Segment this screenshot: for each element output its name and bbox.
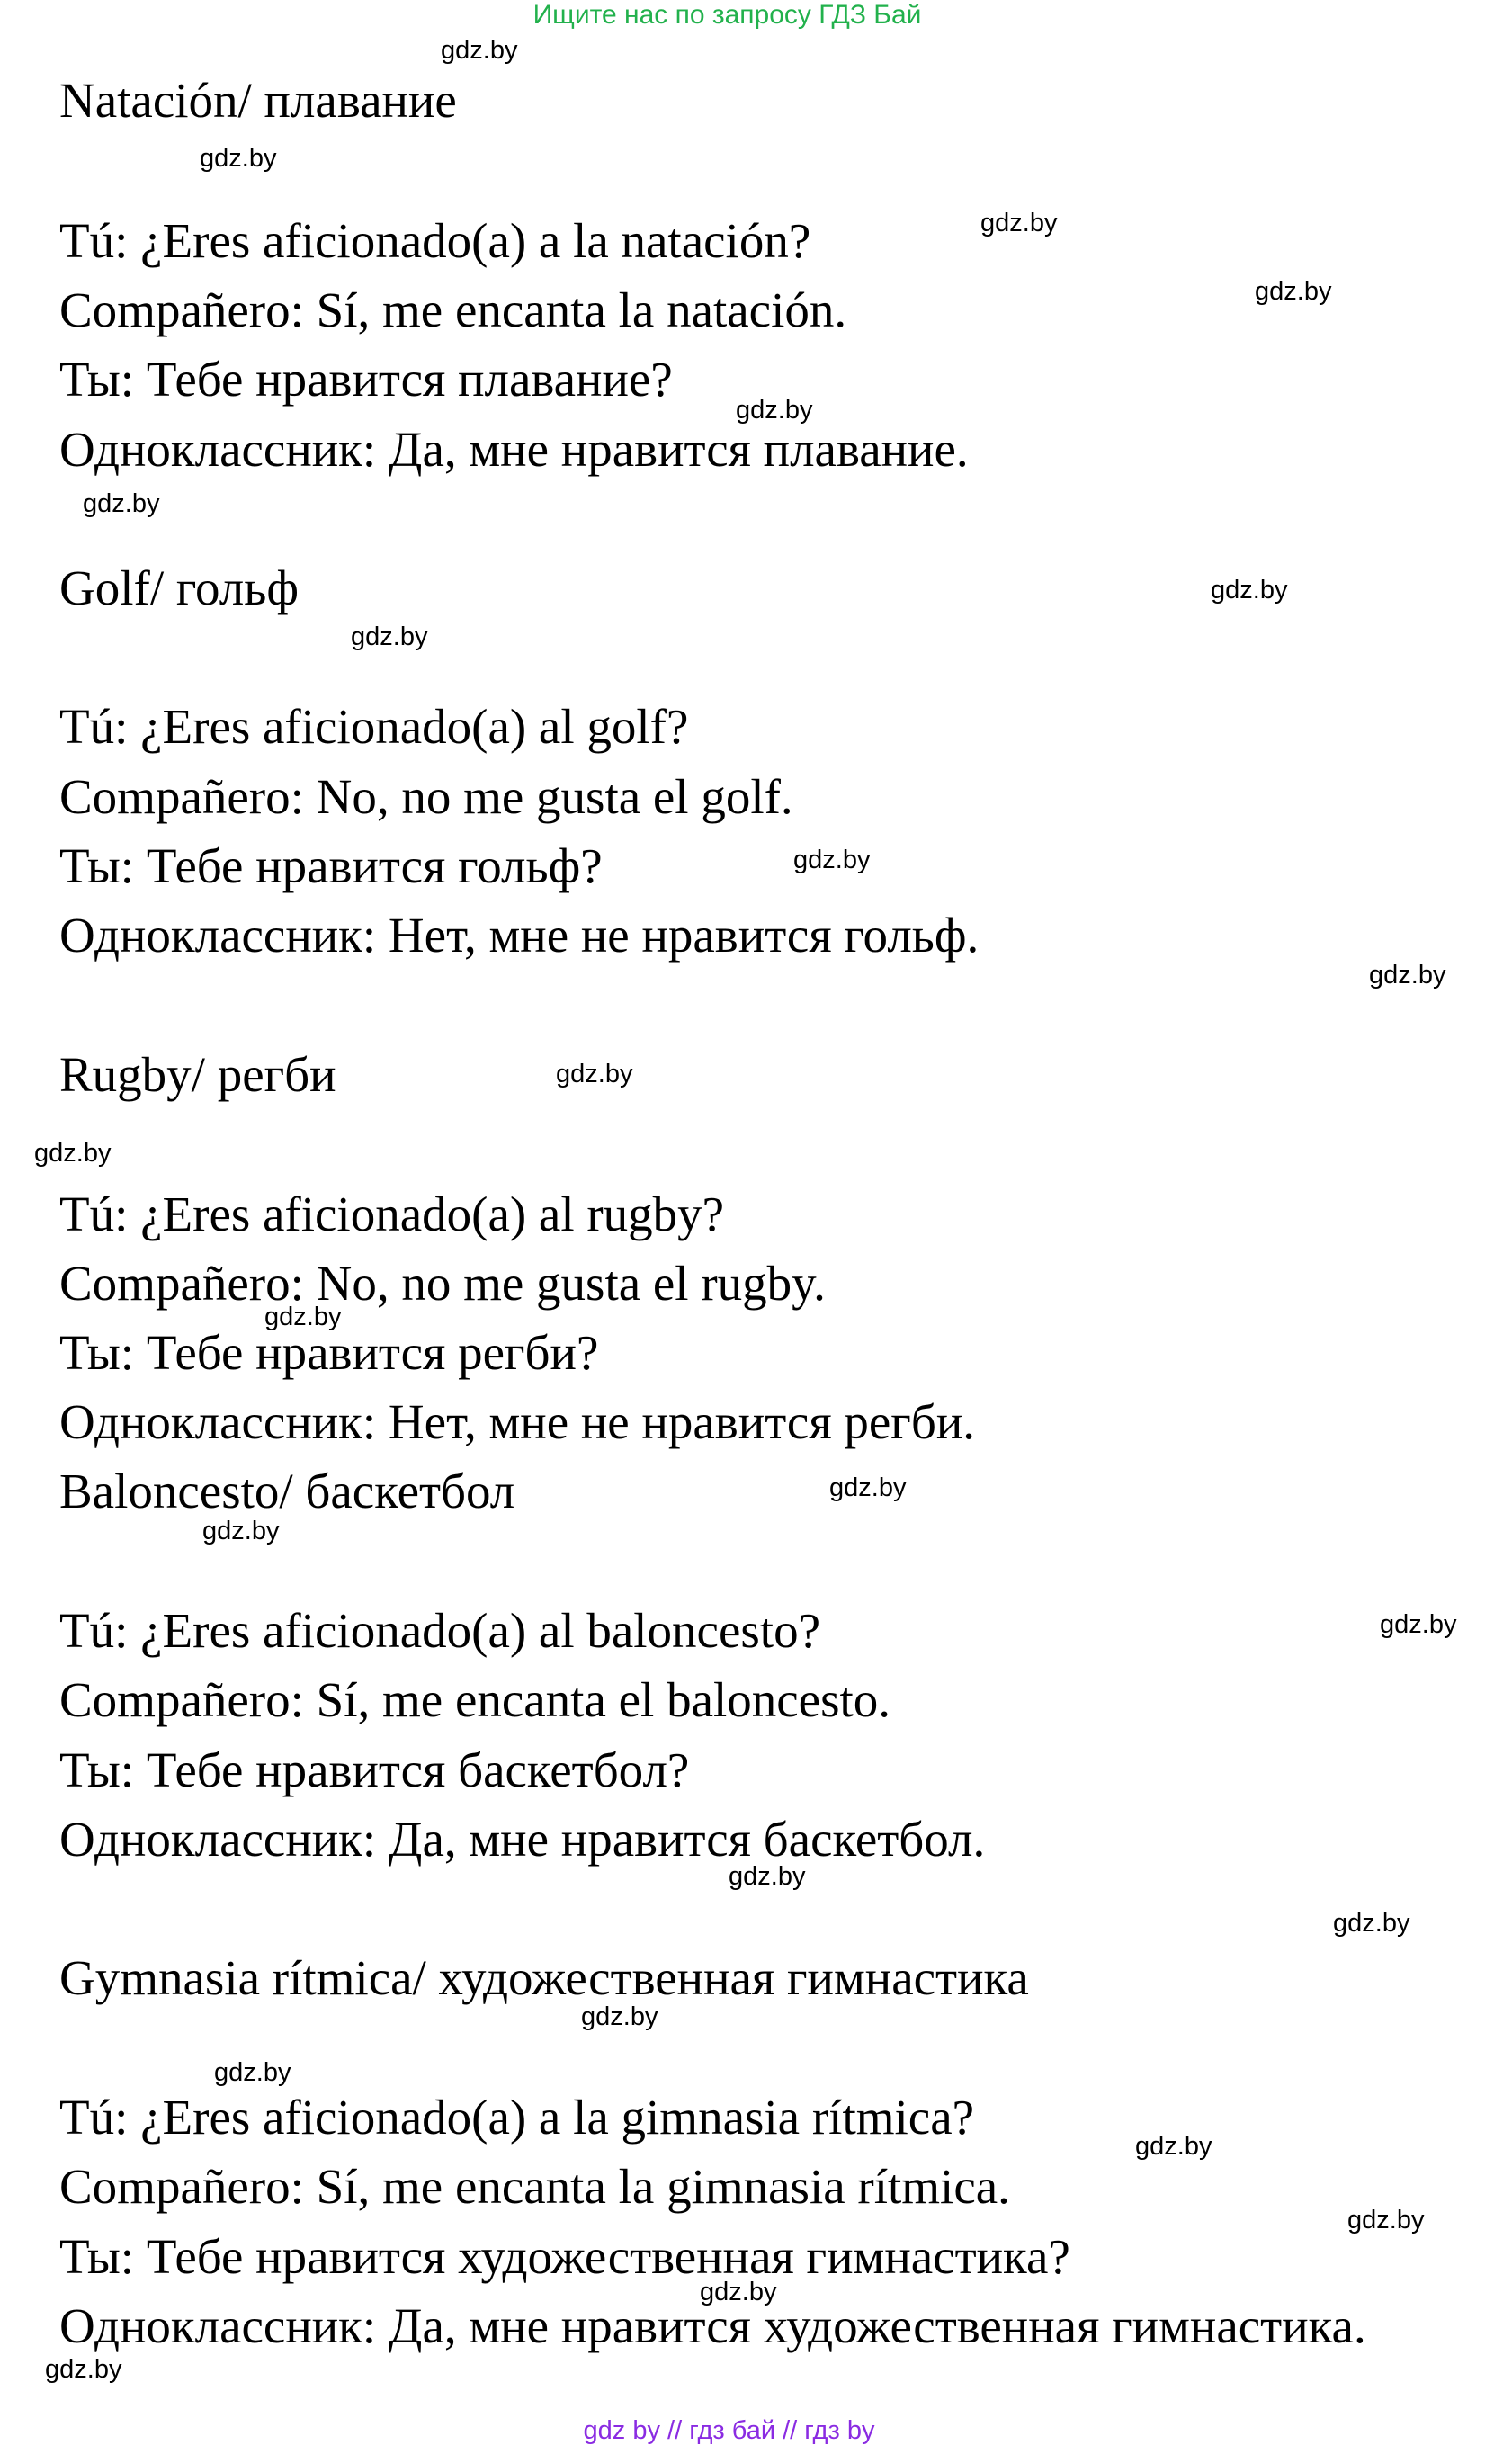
watermark: gdz.by — [829, 1473, 907, 1502]
dialogue-line: Ты: Тебе нравится художественная гимнастика? — [59, 2229, 1070, 2284]
watermark: gdz.by — [1255, 277, 1332, 306]
dialogue-line: Одноклассник: Нет, мне не нравится гольф. — [59, 908, 980, 963]
watermark: gdz.by — [202, 1517, 280, 1545]
watermark: gdz.by — [700, 2278, 777, 2306]
dialogue-line: Одноклассник: Нет, мне не нравится регби. — [59, 1394, 976, 1449]
dialogue-line: Одноклассник: Да, мне нравится художественная гимнастика. — [59, 2298, 1366, 2353]
dialogue-line: Одноклассник: Да, мне нравится плавание. — [59, 422, 969, 477]
watermark: gdz.by — [441, 36, 518, 65]
dialogue-line: Tú: ¿Eres aficionado(a) al baloncesto? — [59, 1603, 820, 1658]
watermark: gdz.by — [1135, 2132, 1212, 2161]
dialogue-line: Tú: ¿Eres aficionado(a) al rugby? — [59, 1187, 725, 1241]
watermark: gdz.by — [729, 1862, 806, 1891]
dialogue-line: Ты: Тебе нравится баскетбол? — [59, 1742, 690, 1797]
dialogue-line: Compañero: Sí, me encanta la gimnasia rítmica. — [59, 2159, 1010, 2214]
top-banner[interactable]: Ищите нас по запросу ГДЗ Бай — [532, 0, 922, 30]
watermark: gdz.by — [1369, 961, 1446, 990]
watermark: gdz.by — [736, 396, 813, 425]
dialogue-line: Compañero: Sí, me encanta el baloncesto. — [59, 1672, 891, 1727]
dialogue-line: Ты: Тебе нравится гольф? — [59, 838, 603, 893]
watermark: gdz.by — [556, 1060, 633, 1088]
section-heading-natacion: Natación/ плавание — [59, 73, 457, 128]
watermark: gdz.by — [200, 144, 277, 173]
watermark: gdz.by — [581, 2002, 658, 2031]
watermark: gdz.by — [34, 1139, 112, 1168]
section-heading-golf: Golf/ гольф — [59, 560, 299, 615]
watermark: gdz.by — [1211, 576, 1288, 605]
watermark: gdz.by — [1347, 2206, 1425, 2235]
watermark: gdz.by — [793, 846, 871, 874]
watermark: gdz.by — [45, 2355, 122, 2384]
dialogue-line: Tú: ¿Eres aficionado(a) a la gimnasia rítmica? — [59, 2090, 975, 2145]
dialogue-line: Compañero: No, no me gusta el rugby. — [59, 1256, 826, 1311]
section-heading-baloncesto: Baloncesto/ баскетбол — [59, 1464, 515, 1518]
watermark: gdz.by — [264, 1303, 342, 1331]
watermark: gdz.by — [980, 209, 1058, 237]
dialogue-line: Одноклассник: Да, мне нравится баскетбол. — [59, 1812, 986, 1867]
dialogue-line: Ты: Тебе нравится регби? — [59, 1325, 599, 1380]
watermark: gdz.by — [83, 489, 160, 518]
dialogue-line: Tú: ¿Eres aficionado(a) al golf? — [59, 699, 689, 754]
watermark: gdz.by — [1333, 1909, 1410, 1938]
watermark: gdz.by — [351, 622, 428, 651]
footer-links[interactable]: gdz by // гдз бай // гдз by — [583, 2416, 875, 2445]
watermark: gdz.by — [214, 2058, 291, 2087]
dialogue-line: Tú: ¿Eres aficionado(a) a la natación? — [59, 213, 811, 268]
section-heading-rugby: Rugby/ регби — [59, 1047, 336, 1102]
dialogue-line: Ты: Тебе нравится плавание? — [59, 352, 673, 407]
watermark: gdz.by — [1380, 1610, 1457, 1639]
section-heading-gimnasia: Gymnasia rítmica/ художественная гимнастика — [59, 1950, 1029, 2005]
dialogue-line: Compañero: Sí, me encanta la natación. — [59, 282, 847, 337]
dialogue-line: Compañero: No, no me gusta el golf. — [59, 769, 793, 824]
